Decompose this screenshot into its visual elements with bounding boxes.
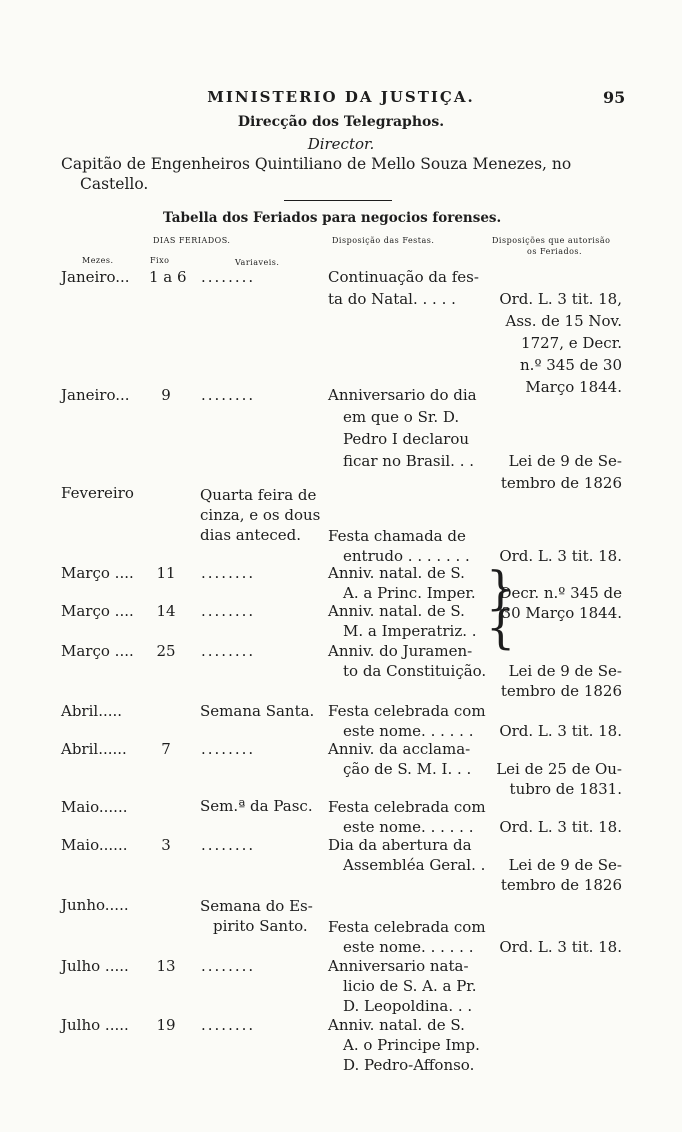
- table-row-month: Março ....: [61, 602, 134, 620]
- table-row-auth: Ord. L. 3 tit. 18.: [499, 722, 622, 740]
- table-row-variavel: cinza, e os dous: [200, 506, 321, 524]
- col-variaveis: Variaveis.: [235, 258, 280, 267]
- table-row-auth: Lei de 9 de Se-: [508, 452, 622, 470]
- table-row-desc: D. Leopoldina. . .: [343, 997, 473, 1015]
- table-row-fixo: 19: [156, 1016, 176, 1034]
- table-row-variavel: Quarta feira de: [200, 486, 317, 504]
- table-row-desc: Pedro I declarou: [343, 430, 470, 448]
- table-row-desc: Festa celebrada com: [328, 918, 486, 936]
- table-row-desc: Anniv. natal. de S.: [328, 564, 465, 582]
- table-row-desc: Anniv. do Juramen-: [328, 642, 473, 660]
- table-row-auth: Março 1844.: [525, 378, 622, 396]
- table-row-month: Julho .....: [61, 1016, 129, 1034]
- table-row-auth: Ord. L. 3 tit. 18.: [499, 818, 622, 836]
- table-row-month: Março ....: [61, 564, 134, 582]
- table-row-auth: tembro de 1826: [500, 682, 622, 700]
- table-row-desc: este nome. . . . . .: [343, 722, 474, 740]
- col-fixo: Fixo: [150, 256, 170, 265]
- table-row-desc: Dia da abertura da: [328, 836, 472, 854]
- director-line-2: Castello.: [80, 175, 149, 193]
- leader-dots: ........: [201, 268, 256, 286]
- table-row-desc: Festa celebrada com: [328, 702, 486, 720]
- table-row-auth: Lei de 9 de Se-: [508, 662, 622, 680]
- left-brace-icon: {: [486, 600, 516, 654]
- table-row-auth: tembro de 1826: [500, 474, 622, 492]
- table-row-month: Maio......: [61, 836, 128, 854]
- leader-dots: ........: [201, 1016, 256, 1034]
- table-row-month: Maio......: [61, 798, 128, 816]
- table-row-auth: Ord. L. 3 tit. 18.: [499, 938, 622, 956]
- table-row-auth: Ass. de 15 Nov.: [505, 312, 622, 330]
- separator-rule: [284, 200, 392, 201]
- col-autorisacao-2: os Feriados.: [527, 247, 583, 256]
- table-row-fixo: 13: [156, 957, 176, 975]
- table-row-desc: licio de S. A. a Pr.: [343, 977, 477, 995]
- table-row-variavel: Semana do Es-: [200, 897, 313, 915]
- table-title: Tabella dos Feriados para negocios forenses.: [163, 210, 502, 226]
- table-row-desc: Anniv. natal. de S.: [328, 1016, 465, 1034]
- table-row-variavel: Sem.ª da Pasc.: [200, 797, 313, 815]
- right-brace-icon: }: [486, 561, 516, 615]
- table-row-month: Julho .....: [61, 957, 129, 975]
- table-row-desc: Festa celebrada com: [328, 798, 486, 816]
- table-row-auth: Ord. L. 3 tit. 18,: [499, 290, 622, 308]
- table-row-month: Março ....: [61, 642, 134, 660]
- table-row-auth: tembro de 1826: [500, 876, 622, 894]
- table-row-auth: 1727, e Decr.: [521, 334, 622, 352]
- table-row-desc: este nome. . . . . .: [343, 818, 474, 836]
- page-title: MINISTERIO DA JUSTIÇA.: [207, 88, 475, 106]
- leader-dots: ........: [201, 564, 256, 582]
- leader-dots: ........: [201, 602, 256, 620]
- table-row-auth: Lei de 25 de Ou-: [496, 760, 622, 778]
- table-row-desc: to da Constituição.: [343, 662, 487, 680]
- role-title: Director.: [307, 135, 375, 153]
- table-row-auth: Decr. n.º 345 de: [499, 584, 622, 602]
- table-row-auth: n.º 345 de 30: [520, 356, 622, 374]
- table-row-month: Janeiro...: [61, 268, 130, 286]
- table-row-auth: 30 Março 1844.: [501, 604, 622, 622]
- leader-dots: ........: [201, 836, 256, 854]
- table-row-fixo: 14: [156, 602, 176, 620]
- leader-dots: ........: [201, 386, 256, 404]
- table-row-variavel: dias anteced.: [200, 526, 301, 544]
- table-row-variavel: pirito Santo.: [213, 917, 308, 935]
- table-row-desc: ção de S. M. I. . .: [343, 760, 472, 778]
- table-row-variavel: Semana Santa.: [200, 702, 315, 720]
- table-row-desc: D. Pedro-Affonso.: [343, 1056, 475, 1074]
- col-group-dias-feriados: DIAS FERIADOS.: [153, 236, 231, 245]
- table-row-desc: A. o Principe Imp.: [343, 1036, 480, 1054]
- table-row-desc: ta do Natal. . . . .: [328, 290, 456, 308]
- table-row-month: Janeiro...: [61, 386, 130, 404]
- table-row-fixo: 3: [161, 836, 171, 854]
- table-row-desc: entrudo . . . . . . .: [343, 547, 470, 565]
- col-disposicao: Disposição das Festas.: [332, 236, 435, 245]
- table-row-desc: este nome. . . . . .: [343, 938, 474, 956]
- table-row-fixo: 11: [156, 564, 176, 582]
- table-row-desc: A. a Princ. Imper.: [343, 584, 476, 602]
- table-row-desc: ficar no Brasil. . .: [343, 452, 475, 470]
- table-row-desc: Continuação da fes-: [328, 268, 479, 286]
- table-row-desc: Anniversario do dia: [328, 386, 477, 404]
- leader-dots: ........: [201, 642, 256, 660]
- table-row-fixo: 25: [156, 642, 176, 660]
- col-autorisacao: Disposições que autorisão: [492, 236, 611, 245]
- table-row-month: Abril.....: [61, 702, 123, 720]
- table-row-desc: Festa chamada de: [328, 527, 466, 545]
- table-row-desc: em que o Sr. D.: [343, 408, 460, 426]
- table-row-fixo: 1 a 6: [149, 268, 187, 286]
- col-meses: Mezes.: [82, 256, 114, 265]
- leader-dots: ........: [201, 957, 256, 975]
- section-title: Direcção dos Telegraphos.: [237, 114, 445, 130]
- table-row-fixo: 7: [161, 740, 171, 758]
- table-row-month: Fevereiro: [61, 484, 134, 502]
- table-row-desc: Assembléa Geral. .: [343, 856, 486, 874]
- page-number: 95: [603, 88, 626, 107]
- table-row-month: Junho.....: [61, 896, 129, 914]
- leader-dots: ........: [201, 740, 256, 758]
- table-row-desc: Anniv. da acclama-: [328, 740, 471, 758]
- table-row-auth: Ord. L. 3 tit. 18.: [499, 547, 622, 565]
- table-row-auth: tubro de 1831.: [509, 780, 622, 798]
- table-row-auth: Lei de 9 de Se-: [508, 856, 622, 874]
- table-row-desc: M. a Imperatriz. .: [343, 622, 477, 640]
- table-row-fixo: 9: [161, 386, 171, 404]
- table-row-desc: Anniv. natal. de S.: [328, 602, 465, 620]
- director-line-1: Capitão de Engenheiros Quintiliano de Mello Souza Menezes, no: [61, 155, 572, 173]
- table-row-month: Abril......: [61, 740, 127, 758]
- table-row-desc: Anniversario nata-: [328, 957, 469, 975]
